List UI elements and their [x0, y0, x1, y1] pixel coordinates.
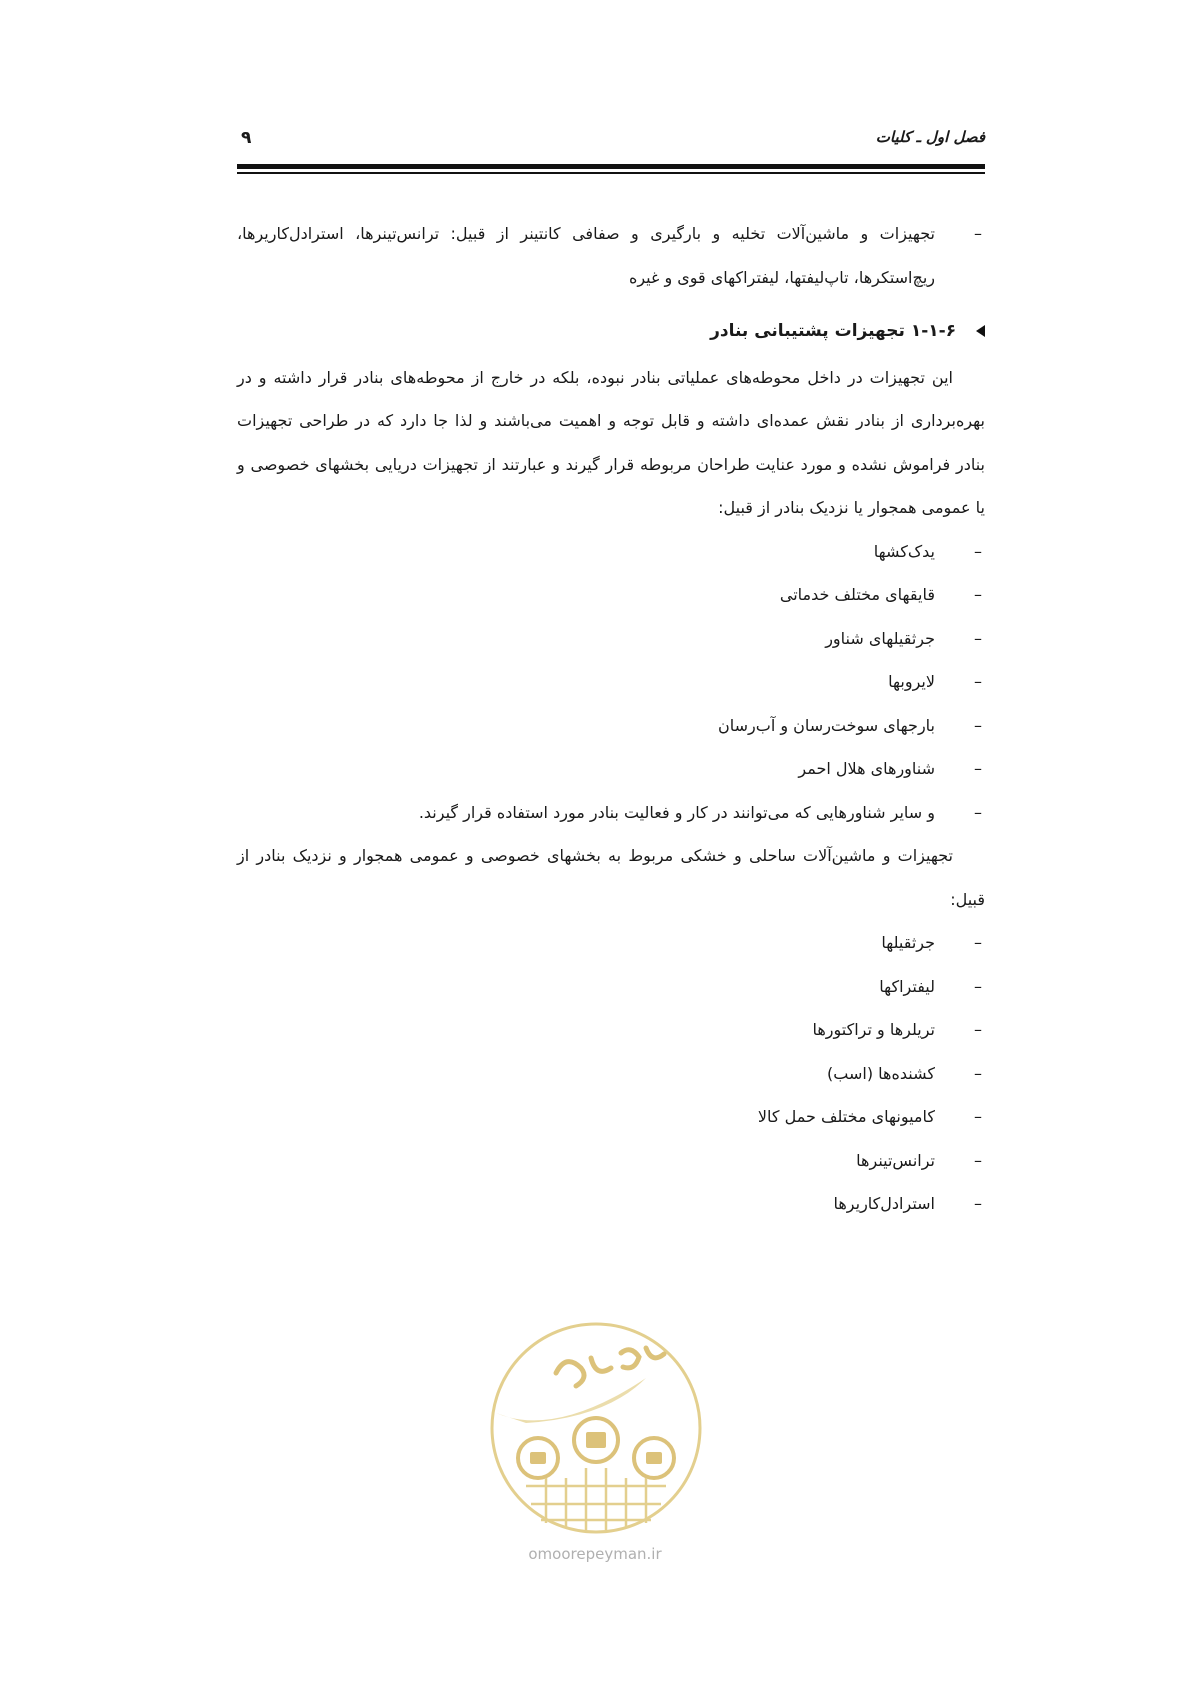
- list-item-text: ترانس‌تینرها: [856, 1150, 935, 1170]
- list-item: [237, 921, 985, 965]
- bullet-dash: –: [974, 1107, 982, 1126]
- marine-equipment-list: [237, 530, 985, 835]
- bullet-dash: –: [974, 933, 982, 952]
- list-item-text: جرثقیلهای شناور: [825, 628, 935, 648]
- list-item-text: جرثقیلها: [881, 933, 935, 952]
- list-item: [237, 965, 985, 1009]
- bullet-dash: –: [974, 224, 982, 243]
- heading-marker-icon: [976, 325, 985, 337]
- list-item: [237, 1052, 985, 1096]
- list-item: [237, 791, 985, 835]
- list-item: [237, 573, 985, 617]
- intro-bullet: [237, 212, 985, 299]
- bullet-dash: –: [974, 976, 982, 996]
- section-heading: [237, 310, 985, 354]
- list-item-text: بارجهای سوخت‌رسان و آب‌رسان: [718, 715, 935, 735]
- list-item: [237, 660, 985, 704]
- watermark-logo-icon: [486, 1318, 706, 1538]
- list-item: [237, 747, 985, 791]
- header-rule-thick: [237, 164, 985, 169]
- bullet-dash: –: [974, 1020, 982, 1039]
- bullet-dash: –: [974, 672, 982, 691]
- list-item-text: یدک‌کشها: [873, 541, 935, 561]
- list-item-text: کامیونهای مختلف حمل کالا: [757, 1107, 935, 1126]
- list-item: [237, 1008, 985, 1052]
- bullet-dash: –: [974, 585, 982, 604]
- list-item: [237, 617, 985, 661]
- list-item-text: تریلرها و تراکتورها: [812, 1020, 935, 1039]
- bullet-dash: –: [974, 541, 982, 561]
- bullet-dash: –: [974, 628, 982, 648]
- paragraph-marine-intro: این تجهیزات در داخل محوطه‌های عملیاتی بنادر نبوده، بلکه در خارج از محوطه‌های بنادر قرار داشته و در بهره‌برداری از بنادر نقش عمده‌ای داشته و قابل توجه و اهمیت می‌باشند و لذا جا دارد که در طراحی تجهیزات بنادر فراموش نشده و مورد عنایت طراحان مربوطه قرار گیرند و عبارتند از تجهیزات دریایی بخشهای خصوصی و یا عمومی همجوار یا نزدیک بنادر از قبیل:: [237, 367, 985, 517]
- bullet-dash: –: [974, 802, 982, 822]
- list-item-text: لایروبها: [888, 672, 935, 691]
- bullet-dash: –: [974, 715, 982, 735]
- page-number: ۹: [241, 128, 252, 148]
- bullet-dash: –: [974, 1150, 982, 1170]
- bullet-dash: –: [974, 1063, 982, 1083]
- bullet-dash: –: [974, 1194, 982, 1213]
- list-item-text: قایقهای مختلف خدماتی: [779, 585, 935, 604]
- land-equipment-list: [237, 921, 985, 1226]
- list-item: [237, 1095, 985, 1139]
- page-content: [237, 212, 985, 1226]
- list-item: [237, 530, 985, 574]
- paragraph-land-intro: تجهیزات و ماشین‌آلات ساحلی و خشکی مربوط به بخشهای خصوصی و عمومی همجوار و نزدیک بنادر از قبیل:: [237, 846, 985, 909]
- header-rule-thin: [237, 172, 985, 174]
- watermark-url: omoorepeyman.ir: [528, 1545, 662, 1563]
- list-item-text: استرادل‌کاریرها: [833, 1194, 935, 1213]
- list-item-text: لیفتراکها: [879, 976, 935, 996]
- list-item: [237, 1139, 985, 1183]
- list-item-text: شناورهای هلال احمر: [798, 759, 935, 778]
- bullet-dash: –: [974, 759, 982, 778]
- section-number: ۱-۱-۶: [910, 321, 957, 341]
- list-item: [237, 704, 985, 748]
- page-header: [237, 128, 985, 158]
- list-item: [237, 1182, 985, 1226]
- list-item-text: کشنده‌ها (اسب): [827, 1063, 935, 1083]
- bullet-text: تجهیزات و ماشین‌آلات تخلیه و بارگیری و صفافی کانتینر از قبیل: ترانس‌تینرها، استرادل‌کاریرها، ریچ‌استکرها، تاپ‌لیفتها، لیفتراکهای قوی و غیره: [237, 224, 935, 287]
- chapter-title: فصل اول ـ کلیات: [875, 128, 985, 146]
- section-title: تجهیزات پشتیبانی بنادر: [710, 321, 905, 341]
- list-item-text: و سایر شناورهایی که می‌توانند در کار و فعالیت بنادر مورد استفاده قرار گیرند.: [418, 802, 935, 822]
